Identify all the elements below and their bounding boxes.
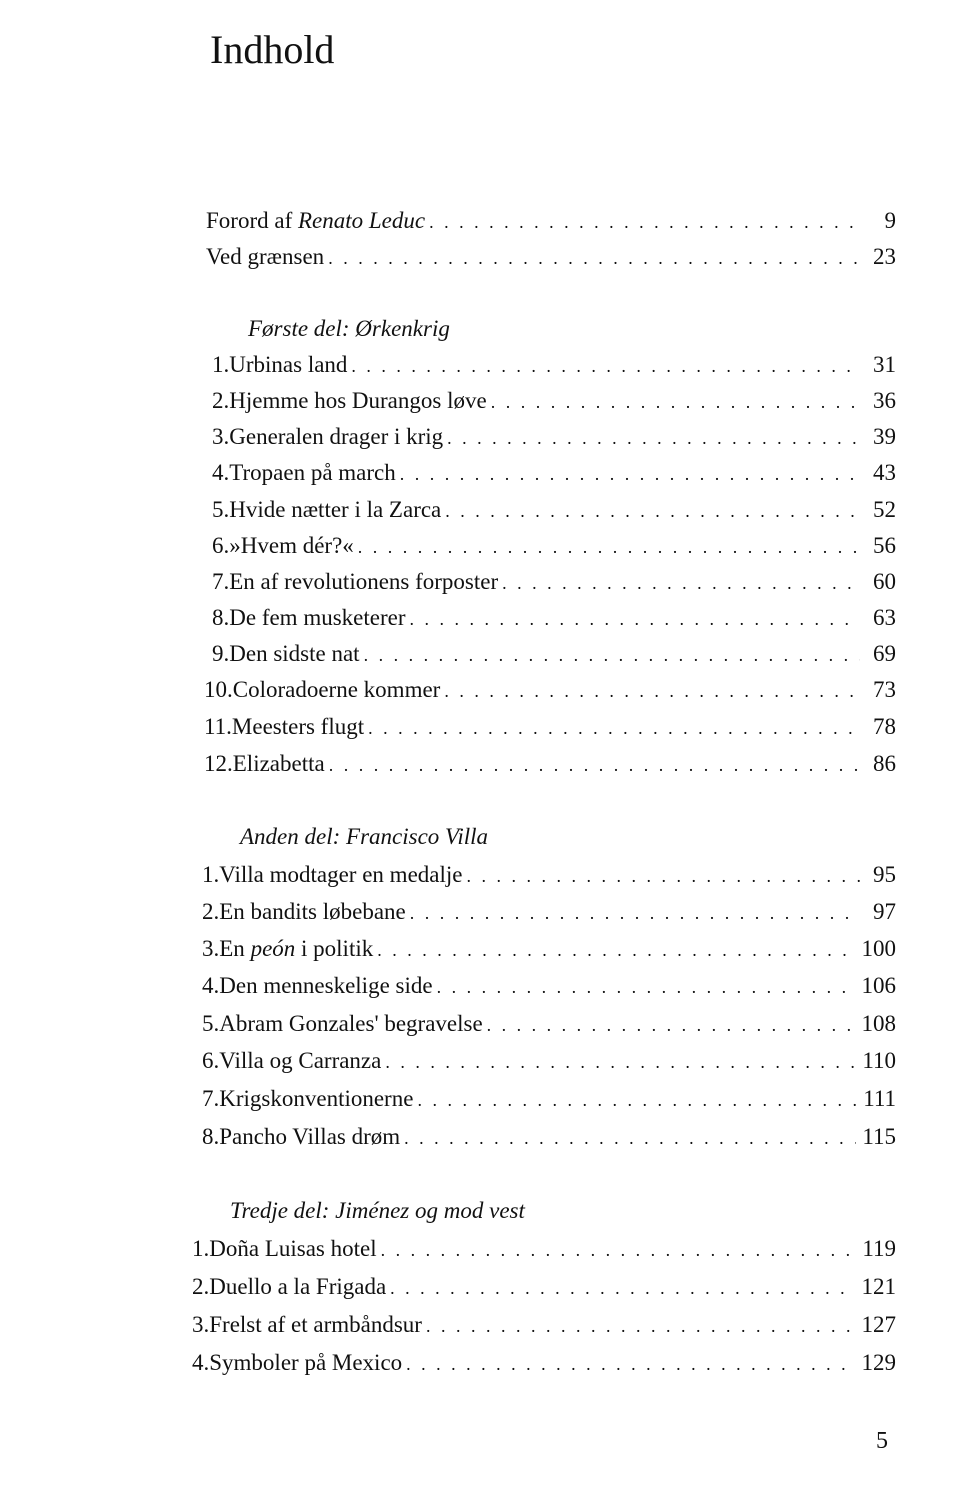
toc-entry: 4. Tropaen på march . . . 43	[212, 460, 896, 492]
toc-entry: 11. Meesters flugt . . . 78	[204, 714, 896, 746]
leader-dots	[328, 248, 860, 269]
toc-entry: 8. De fem musketerer . . . 63	[212, 605, 896, 637]
entry-page: 23	[873, 244, 896, 269]
toc-entry: 2. Duello a la Frigada . . . 121	[192, 1274, 896, 1306]
toc-entry: 5. Abram Gonzales' begravelse . . . 108	[202, 1011, 896, 1043]
page-number: 5	[876, 1428, 888, 1454]
part-heading-2: Anden del: Francisco Villa	[240, 824, 489, 849]
entry-title: Forord af Renato Leduc	[206, 208, 426, 233]
toc-entry: 12. Elizabetta . . . 86	[204, 751, 896, 783]
toc-entry: 3. Frelst af et armbåndsur . . . 127	[192, 1312, 896, 1344]
toc-entry: 6. Villa og Carranza . . . 110	[202, 1048, 896, 1080]
toc-entry-foreword	[206, 208, 896, 240]
toc-entry: 1. Villa modtager en medalje . . . 95	[202, 862, 896, 894]
leader-dots	[429, 212, 860, 233]
toc-entry: 3. En peón i politik . . . 100	[202, 936, 896, 968]
toc-entry: 6. »Hvem dér?« . . . 56	[212, 533, 896, 565]
toc-entry-border	[206, 244, 896, 276]
part-heading-1: Første del: Ørkenkrig	[248, 316, 450, 341]
entry-title: Ved grænsen	[206, 244, 325, 269]
toc-entry: 5. Hvide nætter i la Zarca . . . 52	[212, 497, 896, 529]
toc-entry: 7. En af revolutionens forposter . . . 60	[212, 569, 896, 601]
toc-entry: 4. Den menneskelige side . . . 106	[202, 973, 896, 1005]
toc-entry: 1. Doña Luisas hotel . . . 119	[192, 1236, 896, 1268]
toc-entry: 9. Den sidste nat . . . 69	[212, 641, 896, 673]
entry-page: 9	[884, 208, 896, 233]
toc-entry: 3. Generalen drager i krig . . . 39	[212, 424, 896, 456]
toc-entry: 10. Coloradoerne kommer . . . 73	[204, 677, 896, 709]
page-title: Indhold	[210, 27, 335, 72]
toc-entry: 1. Urbinas land . . . 31	[212, 352, 896, 384]
toc-entry: 7. Krigskonventionerne . . . 111	[202, 1086, 896, 1118]
toc-entry: 2. Hjemme hos Durangos løve . . . 36	[212, 388, 896, 420]
toc-entry: 8. Pancho Villas drøm . . . 115	[202, 1124, 896, 1156]
part-heading-3: Tredje del: Jiménez og mod vest	[230, 1198, 525, 1223]
toc-entry: 2. En bandits løbebane . . . 97	[202, 899, 896, 931]
toc-entry: 4. Symboler på Mexico . . . 129	[192, 1350, 896, 1382]
